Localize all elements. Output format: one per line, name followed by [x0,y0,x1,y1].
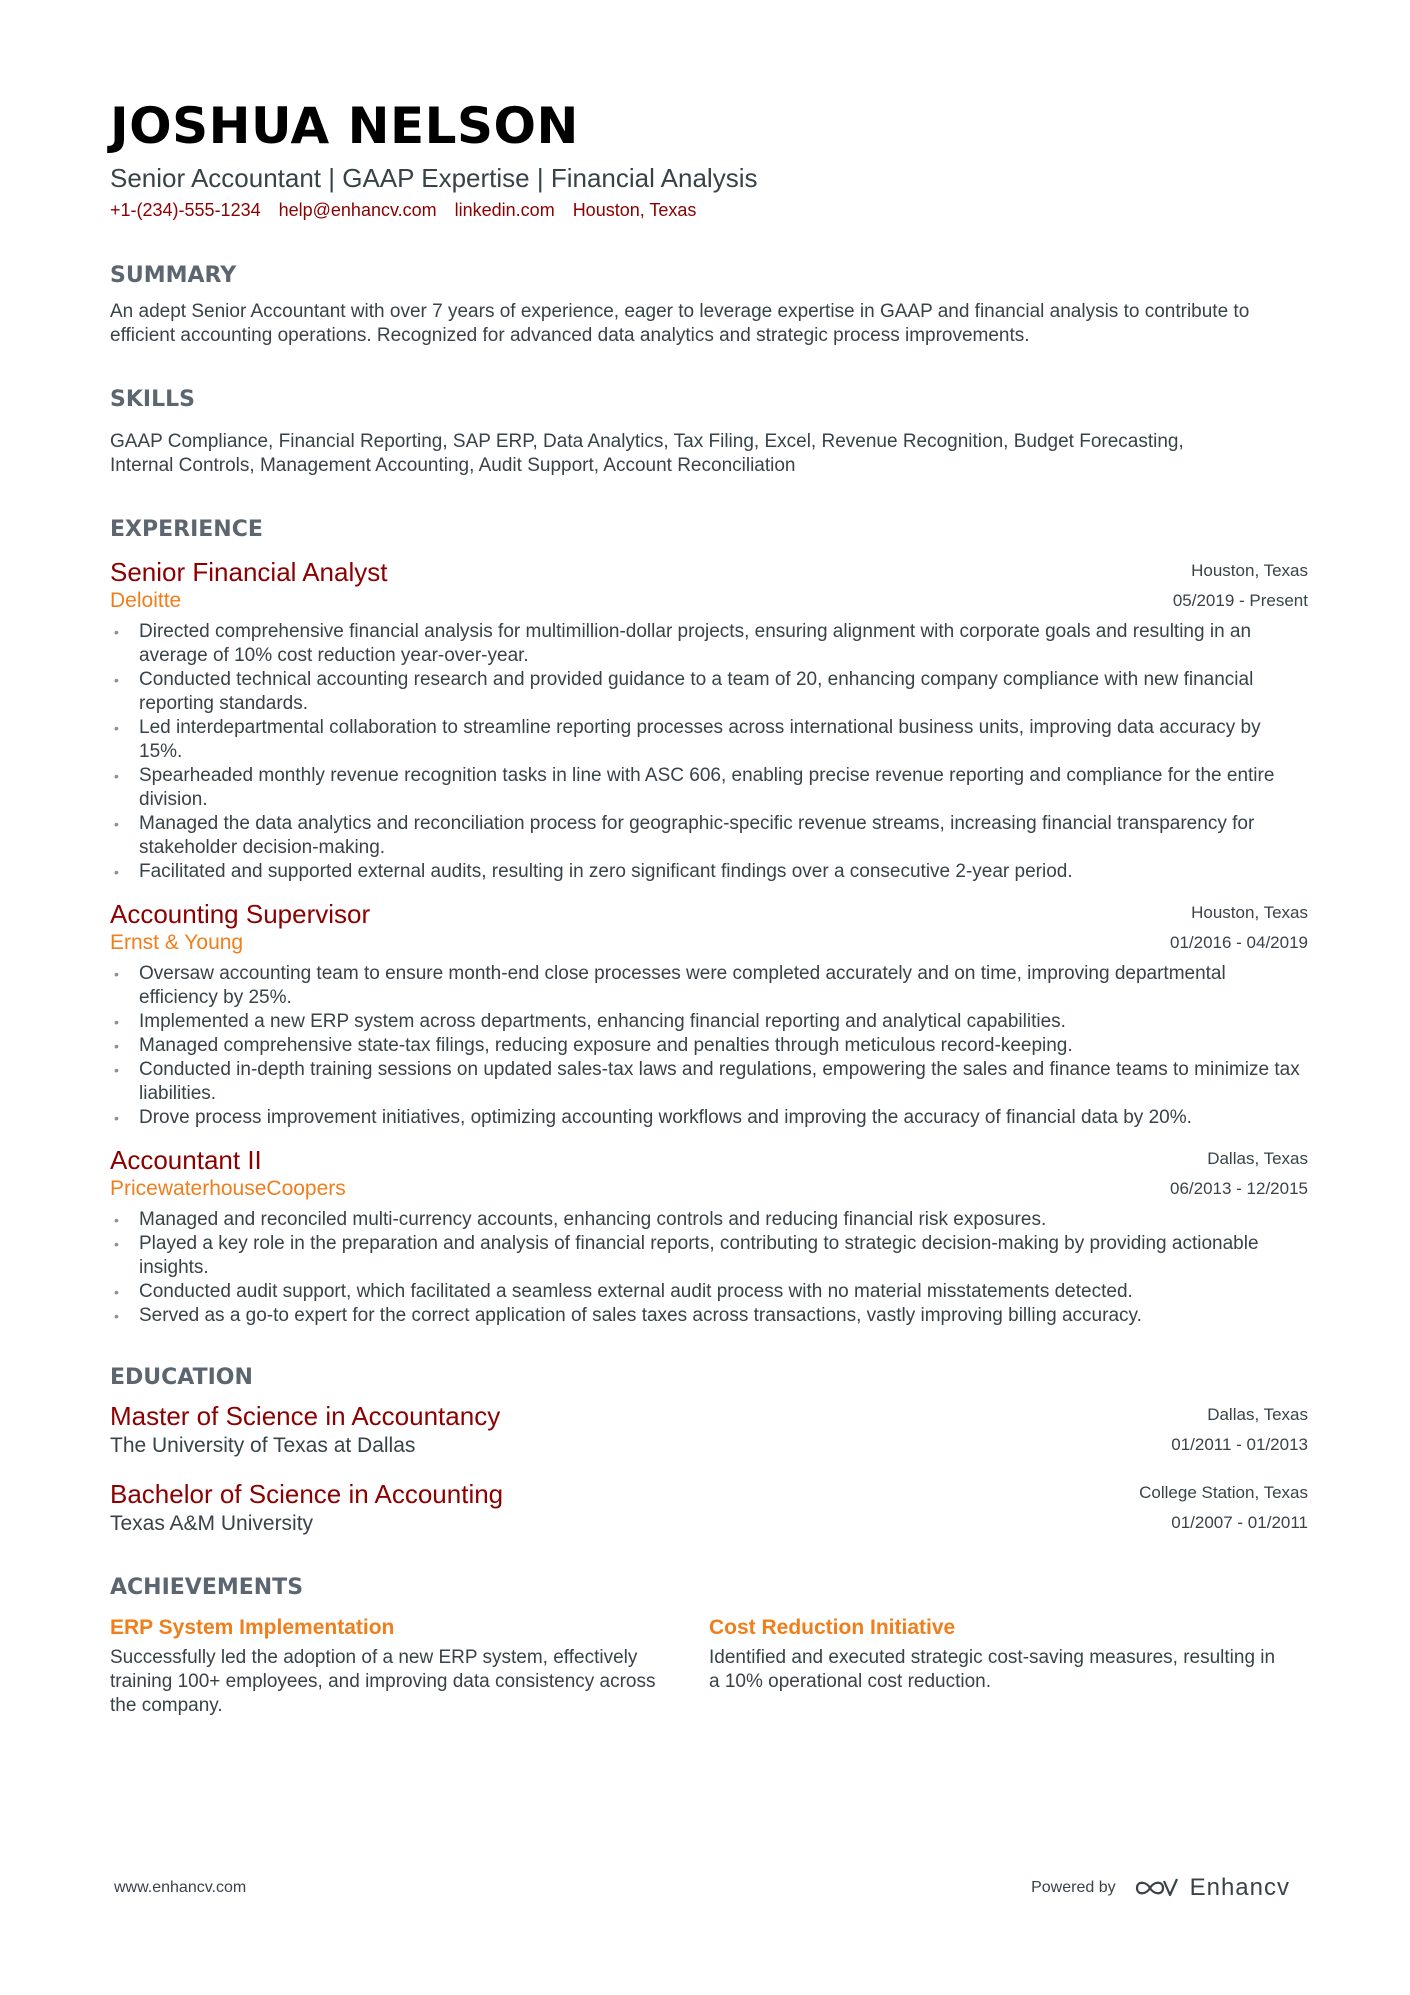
section-title: EDUCATION [110,1365,253,1390]
achievement-text: Identified and executed strategic cost-saving measures, resulting in a 10% operational cost reduction. [709,1647,1276,1692]
linkedin-link[interactable]: linkedin.com [454,200,555,220]
footer [114,1874,1290,1902]
achievement-text: Successfully led the adoption of a new ERP system, effectively training 100+ employees, and improving data consistency across the company. [110,1647,656,1716]
degree: Bachelor of Science in Accounting [110,1479,504,1509]
skill-item: SAP ERP, [452,431,538,452]
skill-item: Budget Forecasting, [1013,431,1184,452]
skill-item: Data Analytics, [543,431,669,452]
bullet-item: • Directed comprehensive financial analysis for multimillion-dollar projects, ensuring alignment with corporate goals and resulting in an average of 10% cost reduction year-over-year. [110,620,1308,668]
edu-location: Dallas, Texas [1207,1405,1308,1424]
bullet-item: • Managed comprehensive state-tax filings, reducing exposure and penalties through meticulous record-keeping. [110,1034,1308,1058]
experience-section [110,516,1308,1328]
job-bullets [110,620,1308,884]
job-dates: 01/2016 - 04/2019 [1169,933,1308,952]
job-company: PricewaterhouseCoopers [110,1177,346,1200]
bullet-item: • Facilitated and supported external audits, resulting in zero significant findings over a consecutive 2-year period. [110,860,1308,884]
education-entry [110,1478,1308,1538]
section-title: EXPERIENCE [110,517,263,542]
achievement-item [110,1614,709,1718]
candidate-name: JOSHUA NELSON [110,97,579,155]
achievement-title: ERP System Implementation [110,1616,395,1639]
job-location: Houston, Texas [1191,561,1308,580]
contact-info [110,198,1308,222]
skill-item: Management Accounting, [259,455,475,476]
achievements-section [110,1574,1308,1718]
bullet-item: • Drove process improvement initiatives, optimizing accounting workflows and improving the accuracy of financial data by 20%. [110,1106,1308,1130]
school: Texas A&M University [110,1512,314,1535]
skill-item: Excel, [764,431,817,452]
skills-section [110,386,1308,478]
summary-text: An adept Senior Accountant with over 7 years of experience, eager to leverage expertise in GAAP and financial analysis to contribute to efficient accounting operations. Recognized for advanced data analytics and strategic process improvements. [110,301,1250,346]
website-link[interactable]: www.enhancv.com [114,1879,247,1896]
job-entry [110,556,1308,884]
phone-link[interactable]: +1-(234)-555-1234 [110,200,261,220]
location: Houston, Texas [572,200,697,220]
job-company: Ernst & Young [110,931,244,954]
education-section [110,1364,1308,1538]
bullet-item: • Implemented a new ERP system across departments, enhancing financial reporting and analytical capabilities. [110,1010,1308,1034]
job-location: Dallas, Texas [1207,1149,1308,1168]
bullet-item: • Conducted audit support, which facilitated a seamless external audit process with no material misstatements detected. [110,1280,1308,1304]
education-entry [110,1400,1308,1460]
section-title: SKILLS [110,387,195,412]
achievement-title: Cost Reduction Initiative [709,1616,956,1639]
skill-item: GAAP Compliance, [110,431,274,452]
skill-item: Financial Reporting, [278,431,448,452]
edu-dates: 01/2011 - 01/2013 [1171,1435,1308,1454]
job-dates: 06/2013 - 12/2015 [1169,1179,1308,1198]
edu-location: College Station, Texas [1139,1483,1308,1502]
bullet-item: • Managed the data analytics and reconciliation process for geographic-specific revenue streams, increasing financial transparency for stakeholder decision-making. [110,812,1308,860]
bullet-item: • Conducted in-depth training sessions on updated sales-tax laws and regulations, empowering the sales and finance teams to minimize tax liabilities. [110,1058,1308,1106]
skill-item: Revenue Recognition, [821,431,1009,452]
bullet-item: • Oversaw accounting team to ensure month-end close processes were completed accurately and on time, improving departmental efficiency by 25%. [110,962,1308,1010]
bullet-item: • Served as a go-to expert for the correct application of sales taxes across transactions, vastly improving billing accuracy. [110,1304,1308,1328]
enhancv-logo-icon [1134,1875,1180,1901]
bullet-item: • Conducted technical accounting research and provided guidance to a team of 20, enhancing company compliance with new financial reporting standards. [110,668,1308,716]
job-entry [110,898,1308,1130]
job-bullets [110,962,1308,1130]
section-title: ACHIEVEMENTS [110,1575,304,1600]
skill-item: Audit Support, [478,455,600,476]
job-title: Accountant II [110,1145,262,1175]
skill-item: Tax Filing, [673,431,760,452]
job-location: Houston, Texas [1191,903,1308,922]
job-dates: 05/2019 - Present [1172,591,1308,610]
bullet-item: • Managed and reconciled multi-currency accounts, enhancing controls and reducing financial risk exposures. [110,1208,1308,1232]
job-company: Deloitte [110,589,182,612]
skills-list [110,430,1308,478]
school: The University of Texas at Dallas [110,1434,416,1457]
achievement-item [709,1614,1308,1718]
summary-section [110,262,1308,348]
skill-item: Internal Controls, [110,455,255,476]
email-link[interactable]: help@enhancv.com [278,200,437,220]
job-title: Accounting Supervisor [110,899,371,929]
section-title: SUMMARY [110,263,237,288]
job-bullets [110,1208,1308,1328]
powered-by-label: Powered by [1031,1879,1116,1896]
bullet-item: • Led interdepartmental collaboration to streamline reporting processes across international business units, improving data accuracy by 15%. [110,716,1308,764]
edu-dates: 01/2007 - 01/2011 [1171,1513,1308,1532]
bullet-item: • Spearheaded monthly revenue recognition tasks in line with ASC 606, enabling precise revenue reporting and compliance for the entire division. [110,764,1308,812]
degree: Master of Science in Accountancy [110,1401,501,1431]
job-title: Senior Financial Analyst [110,557,388,587]
headline: Senior Accountant | GAAP Expertise | Financial Analysis [110,163,758,193]
job-entry [110,1144,1308,1328]
bullet-item: • Played a key role in the preparation and analysis of financial reports, contributing to strategic decision-making by providing actionable insights. [110,1232,1308,1280]
skill-item: Account Reconciliation [603,455,796,476]
resume-page [110,96,1308,1718]
brand-name: Enhancv [1189,1874,1290,1901]
